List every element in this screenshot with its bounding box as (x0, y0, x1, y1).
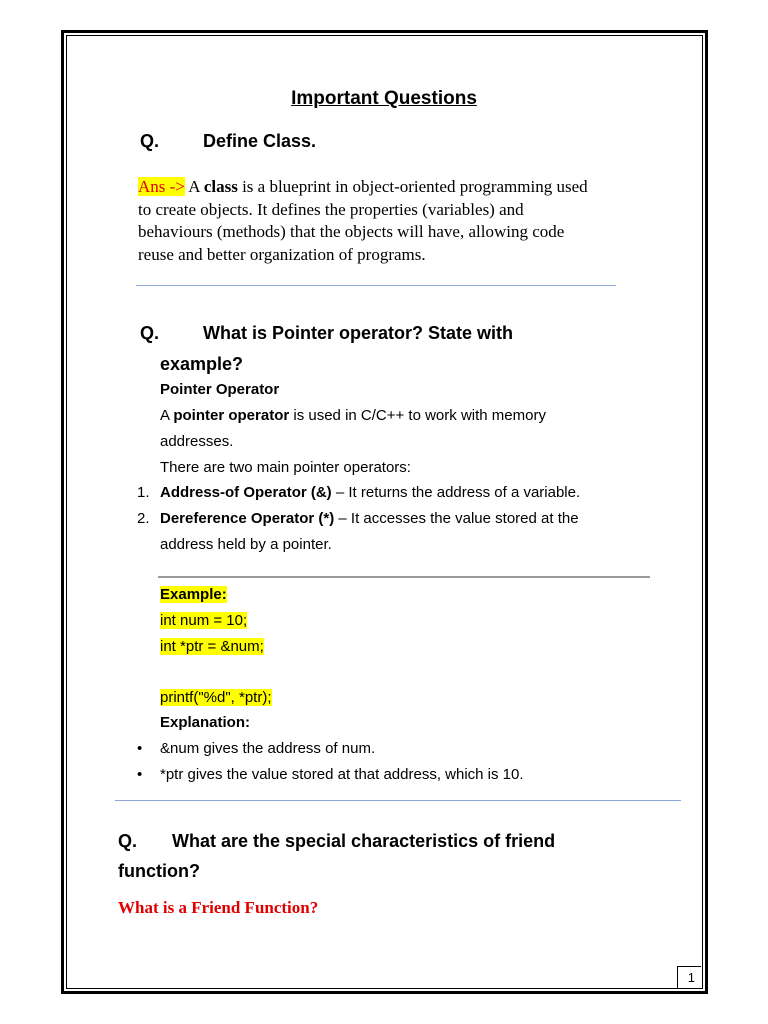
question-2-heading (140, 323, 513, 344)
divider-example (158, 576, 650, 578)
answer-1-line-2: to create objects. It defines the properties (variables) and (138, 200, 524, 219)
bullet-icon: • (137, 766, 143, 783)
pointer-intro-line-3: There are two main pointer operators: (160, 459, 411, 476)
pointer-operator-subheading: Pointer Operator (160, 381, 280, 398)
page-number: 1 (677, 966, 701, 988)
bullet-text: &num gives the address of num. (160, 740, 376, 757)
explanation-bullet (137, 736, 375, 762)
divider-2 (115, 800, 681, 801)
answer-label: Ans -> (138, 177, 185, 196)
list-number: 2. (137, 510, 150, 527)
question-2-text: What is Pointer operator? State with (203, 323, 514, 343)
friend-function-subheading: What is a Friend Function? (118, 898, 319, 917)
list-number: 1. (137, 484, 150, 501)
answer-1-text: A (184, 177, 204, 196)
pointer-intro-text: A (160, 407, 174, 424)
code-line (160, 685, 272, 711)
page-title (0, 88, 768, 110)
operator-list-item-cont: address held by a pointer. (160, 536, 332, 553)
question-3-heading (118, 831, 555, 852)
question-3-text: What are the special characteristics of friend (172, 831, 556, 851)
list-item-text: – It accesses the value stored at the (334, 510, 579, 527)
list-item-text: – It returns the address of a variable. (331, 484, 581, 501)
question-1-heading (140, 131, 316, 152)
page-title-text: Important Questions (291, 88, 477, 109)
operator-list-item (137, 480, 580, 506)
code-line (160, 608, 247, 634)
pointer-intro-line-2: addresses. (160, 433, 234, 450)
question-3-heading-cont: function? (118, 861, 200, 881)
bullet-text: *ptr gives the value stored at that address, which is 10. (160, 766, 524, 783)
question-2-heading-cont: example? (160, 354, 244, 374)
pointer-intro-bold: pointer operator (173, 407, 290, 424)
answer-1-line-4: reuse and better organization of programs. (138, 245, 426, 264)
pointer-intro-text-cont: is used in C/C++ to work with memory (289, 407, 546, 424)
code-line-text: int num = 10; (160, 612, 248, 629)
question-2-tag: Q. (140, 323, 160, 343)
question-1-tag: Q. (140, 131, 160, 151)
explanation-label: Explanation: (160, 714, 251, 731)
answer-1-bold-term: class (203, 177, 238, 196)
question-1-text: Define Class. (203, 131, 317, 151)
code-line-text: int *ptr = &num; (160, 638, 264, 655)
operator-list-item (137, 506, 579, 532)
answer-1-line-3: behaviours (methods) that the objects will have, allowing code (138, 222, 565, 241)
answer-1-text-cont: is a blueprint in object-oriented programming used (237, 177, 588, 196)
list-item-term: Dereference Operator (*) (160, 510, 335, 527)
bullet-icon: • (137, 740, 143, 757)
example-label (160, 582, 227, 608)
code-line-text: printf("%d", *ptr); (160, 689, 272, 706)
question-3-tag: Q. (118, 831, 138, 851)
answer-1-line-1 (138, 175, 588, 198)
code-line (160, 634, 264, 660)
pointer-intro-line-1 (160, 403, 546, 429)
divider-1 (136, 285, 616, 286)
explanation-bullet (137, 762, 524, 788)
example-label-text: Example: (160, 586, 227, 603)
list-item-term: Address-of Operator (&) (160, 484, 332, 501)
